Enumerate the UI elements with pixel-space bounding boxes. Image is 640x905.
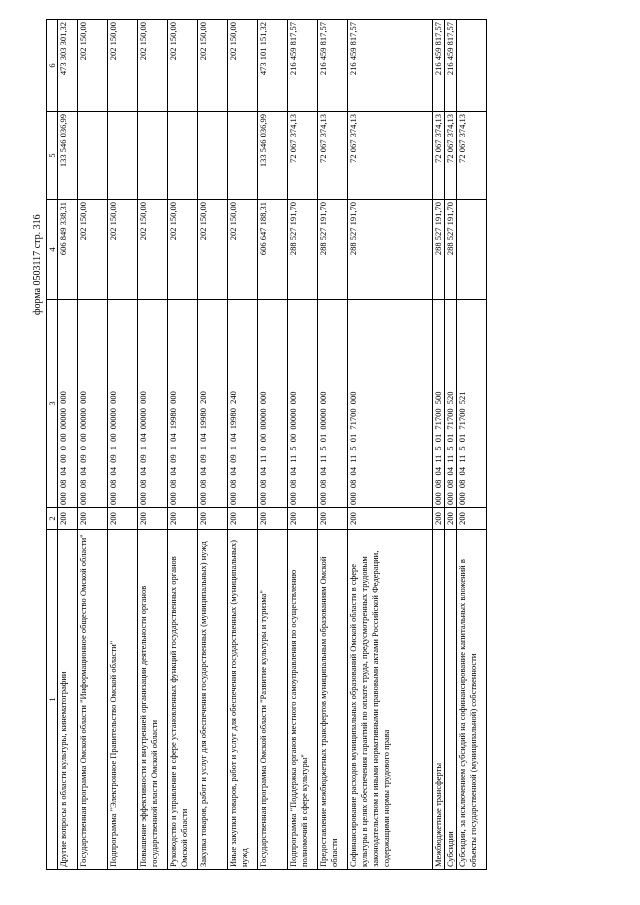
row-col2-cell: 200 [348, 508, 433, 530]
row-name-cell: Государственная программа Омской области "Развитие культуры и туризма" [258, 530, 288, 870]
header-col-2: 2 [47, 508, 58, 530]
row-col6-cell: 473 101 151,32 [258, 20, 288, 112]
table-row [433, 20, 445, 870]
row-col5-cell [228, 112, 258, 200]
row-col5-cell: 72 067 374,13 [445, 112, 457, 200]
row-col2-cell: 200 [108, 508, 138, 530]
row-col5-cell [78, 112, 108, 200]
row-col2-cell: 200 [138, 508, 168, 530]
row-code-cell: 000 08 04 11 5 01 71700 520 [445, 300, 457, 508]
row-col2-cell: 200 [445, 508, 457, 530]
row-col2-cell: 200 [168, 508, 198, 530]
header-row [47, 20, 58, 870]
row-col4-cell: 202 150,00 [228, 200, 258, 300]
row-code-cell: 000 08 04 09 1 04 00000 000 [138, 300, 168, 508]
form-label: форма 0503117 стр. 316 [32, 214, 43, 315]
header-col-4: 4 [47, 200, 58, 300]
rotated-page [30, 5, 590, 885]
row-col6-cell: 202 150,00 [168, 20, 198, 112]
row-col2-cell: 200 [433, 508, 445, 530]
row-col6-cell: 216 459 817,57 [445, 20, 457, 112]
table-row [138, 20, 168, 870]
row-code-cell: 000 08 04 11 5 01 71700 500 [433, 300, 445, 508]
row-col6-cell: 202 150,00 [138, 20, 168, 112]
row-name-cell: Субсидии [445, 530, 457, 870]
row-col5-cell: 133 546 036,99 [258, 112, 288, 200]
table-row [348, 20, 433, 870]
row-col5-cell: 133 546 036,99 [58, 112, 78, 200]
row-code-cell: 000 08 04 09 1 04 19980 200 [198, 300, 228, 508]
row-col6-cell: 202 150,00 [108, 20, 138, 112]
row-col6-cell: 202 150,00 [198, 20, 228, 112]
table-row [318, 20, 348, 870]
table-row [168, 20, 198, 870]
row-name-cell: Государственная программа Омской области "Информационное общество Омской области" [78, 530, 108, 870]
row-col6-cell [457, 20, 487, 112]
header-col-6: 6 [47, 20, 58, 112]
row-col5-cell: 72 067 374,13 [288, 112, 318, 200]
table-row [258, 20, 288, 870]
row-col5-cell [168, 112, 198, 200]
row-code-cell: 000 08 04 11 5 01 71700 000 [348, 300, 433, 508]
row-code-cell: 000 08 04 11 5 01 71700 521 [457, 300, 487, 508]
row-col2-cell: 200 [78, 508, 108, 530]
row-code-cell: 000 08 04 09 1 04 19980 000 [168, 300, 198, 508]
row-code-cell: 000 08 04 09 1 04 19980 240 [228, 300, 258, 508]
row-col4-cell: 202 150,00 [78, 200, 108, 300]
row-name-cell: Субсидии, за исключением субсидий на софинансирование капитальных вложений в объекты государственной (муниципальной) собственности [457, 530, 487, 870]
header-col-5: 5 [47, 112, 58, 200]
row-col4-cell: 202 150,00 [108, 200, 138, 300]
table-row [445, 20, 457, 870]
table-row [108, 20, 138, 870]
row-col6-cell: 202 150,00 [78, 20, 108, 112]
table-row [228, 20, 258, 870]
table-body [58, 20, 487, 870]
row-name-cell: Подпрограмма "Электронное Правительство Омской области" [108, 530, 138, 870]
row-col4-cell: 288 527 191,70 [433, 200, 445, 300]
table-row [288, 20, 318, 870]
row-col4-cell: 606 849 338,31 [58, 200, 78, 300]
row-col5-cell: 72 067 374,13 [348, 112, 433, 200]
row-col2-cell: 200 [288, 508, 318, 530]
row-code-cell: 000 08 04 09 0 00 00000 000 [78, 300, 108, 508]
table-row [78, 20, 108, 870]
row-name-cell: Софинансирование расходов муниципальных образований Омской области в сфере культуры в целях обеспечения гарантий по оплате труда, предусмотренных трудовым законодательством и иными нормативными правовыми актами Российской Федерации, содержащими нормы трудового права [348, 530, 433, 870]
row-col4-cell [457, 200, 487, 300]
row-name-cell: Межбюджетные трансферты [433, 530, 445, 870]
row-col2-cell: 200 [318, 508, 348, 530]
row-col5-cell: 72 067 374,13 [318, 112, 348, 200]
row-name-cell: Подпрограмма "Поддержка органов местного самоуправления по осуществлению полномочий в сфере культуры" [288, 530, 318, 870]
row-col4-cell: 202 150,00 [198, 200, 228, 300]
header-col-3: 3 [47, 300, 58, 508]
row-name-cell: Предоставление межбюджетных трансфертов муниципальным образованиям Омской области [318, 530, 348, 870]
header-col-1: 1 [47, 530, 58, 870]
row-col5-cell: 72 067 374,13 [433, 112, 445, 200]
row-code-cell: 000 08 04 00 0 00 00000 000 [58, 300, 78, 508]
row-col2-cell: 200 [198, 508, 228, 530]
row-col2-cell: 200 [457, 508, 487, 530]
row-col4-cell: 288 527 191,70 [288, 200, 318, 300]
row-col4-cell: 288 527 191,70 [348, 200, 433, 300]
row-col4-cell: 202 150,00 [138, 200, 168, 300]
table-row [58, 20, 78, 870]
row-col6-cell: 216 459 817,57 [318, 20, 348, 112]
row-col2-cell: 200 [258, 508, 288, 530]
row-name-cell: Закупка товаров, работ и услуг для обеспечения государственных (муниципальных) нужд [198, 530, 228, 870]
row-col2-cell: 200 [228, 508, 258, 530]
row-code-cell: 000 08 04 09 1 00 00000 000 [108, 300, 138, 508]
row-col5-cell [108, 112, 138, 200]
table-row [198, 20, 228, 870]
row-name-cell: Другие вопросы в области культуры, кинематографии [58, 530, 78, 870]
row-col6-cell: 216 459 817,57 [288, 20, 318, 112]
row-name-cell: Руководство и управление в сфере установленных функций государственных органов Омской области [168, 530, 198, 870]
row-col6-cell: 216 459 817,57 [348, 20, 433, 112]
row-code-cell: 000 08 04 11 5 00 00000 000 [288, 300, 318, 508]
row-code-cell: 000 08 04 11 5 01 00000 000 [318, 300, 348, 508]
row-name-cell: Иные закупки товаров, работ и услуг для обеспечения государственных (муниципальных) нужд [228, 530, 258, 870]
row-col4-cell: 606 647 188,31 [258, 200, 288, 300]
row-col5-cell [198, 112, 228, 200]
row-col4-cell: 202 150,00 [168, 200, 198, 300]
row-col5-cell [138, 112, 168, 200]
row-col2-cell: 200 [58, 508, 78, 530]
report-table [46, 19, 487, 870]
table-row [457, 20, 487, 870]
row-col4-cell: 288 527 191,70 [318, 200, 348, 300]
row-col6-cell: 202 150,00 [228, 20, 258, 112]
row-col4-cell: 288 527 191,70 [445, 200, 457, 300]
row-col6-cell: 473 303 301,32 [58, 20, 78, 112]
row-name-cell: Повышение эффективности и внутренней организации деятельности органов государственной власти Омской области [138, 530, 168, 870]
row-col5-cell: 72 067 374,13 [457, 112, 487, 200]
row-col6-cell: 216 459 817,57 [433, 20, 445, 112]
row-code-cell: 000 08 04 11 0 00 00000 000 [258, 300, 288, 508]
